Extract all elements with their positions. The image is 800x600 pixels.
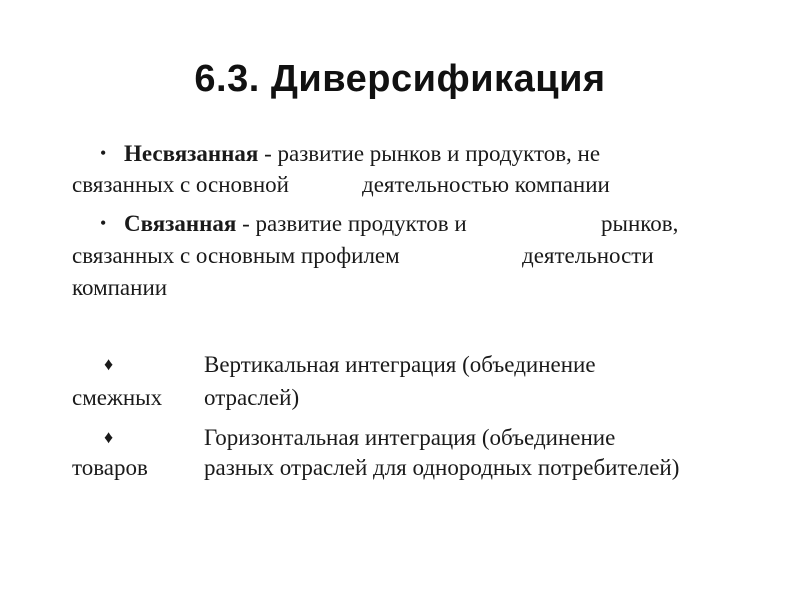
horizontal-line-1: Горизонтальная интеграция (объединение <box>204 425 616 450</box>
bullet-dot-icon: • <box>100 143 107 163</box>
related-term: Связанная <box>124 211 237 236</box>
slide-title: 6.3. Диверсификация <box>194 58 606 100</box>
unrelated-line-2b: деятельностью компании <box>362 172 610 197</box>
unrelated-line-1 <box>124 140 600 168</box>
related-line-1a <box>124 210 467 238</box>
vertical-line-2: отраслей) <box>204 385 300 410</box>
related-line-2a: связанных с основным профилем <box>72 243 400 268</box>
related-line-2b: деятельности <box>522 243 654 268</box>
horizontal-left-word: товаров <box>72 455 148 480</box>
horizontal-line-2: разных отраслей для однородных потребителей) <box>204 455 680 480</box>
related-line-1b: рынков, <box>601 211 679 236</box>
bullet-dot-icon: • <box>100 213 107 233</box>
diamond-bullet-icon: ♦ <box>104 354 114 374</box>
vertical-left-word: смежных <box>72 385 163 410</box>
related-line-1a-rest: - развитие продуктов и <box>236 211 467 236</box>
unrelated-line-1-rest: - развитие рынков и продуктов, не <box>258 141 601 166</box>
unrelated-line-2a: связанных с основной <box>72 172 289 197</box>
related-line-3: компании <box>72 275 168 300</box>
unrelated-term: Несвязанная <box>124 141 259 166</box>
vertical-line-1: Вертикальная интеграция (объединение <box>204 352 596 377</box>
diamond-bullet-icon: ♦ <box>104 427 114 447</box>
